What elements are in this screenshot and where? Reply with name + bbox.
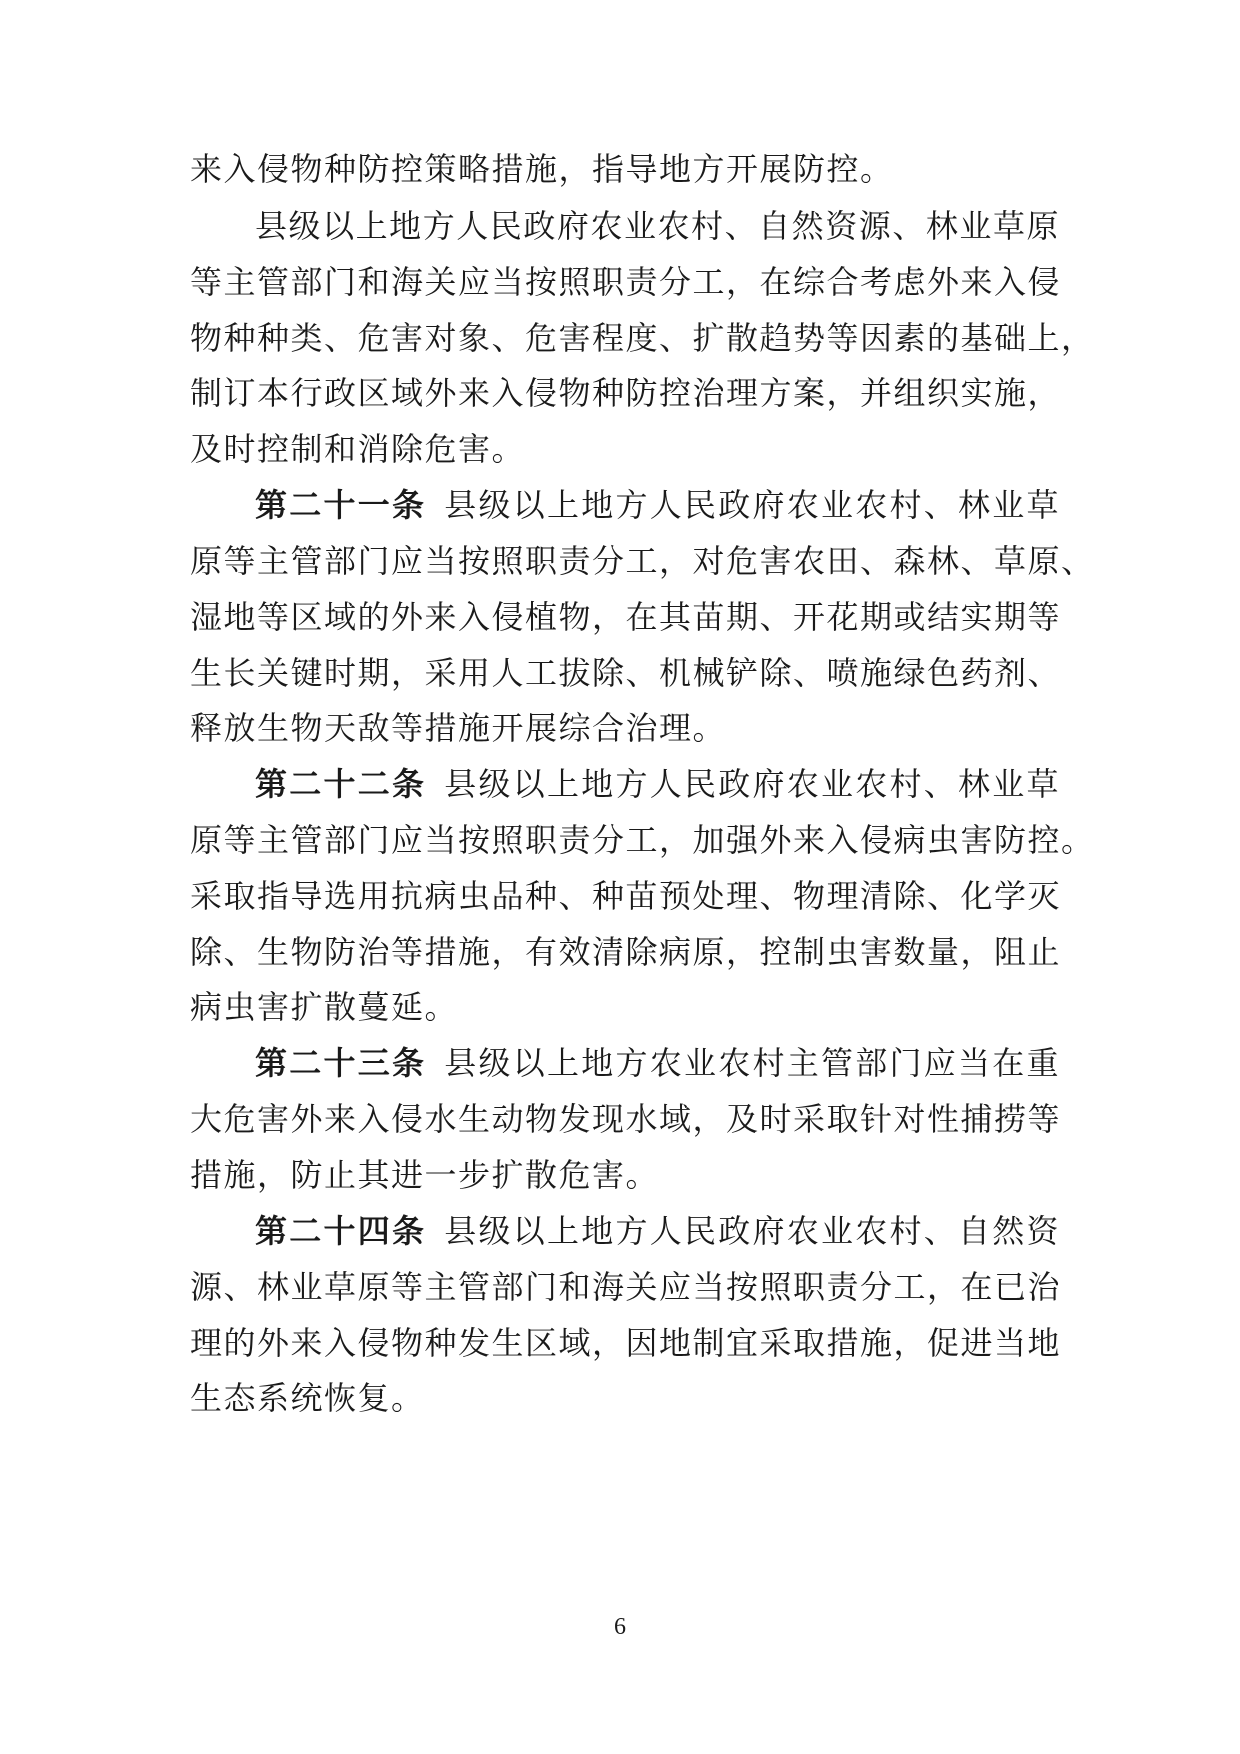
text-line: 县级以上地方人民政府农业农村、自然资源、林业草原 [255, 207, 1060, 245]
text-line: 采取指导选用抗病虫品种、种苗预处理、物理清除、化学灭 [190, 877, 1062, 915]
text-line: 释放生物天敌等措施开展综合治理。 [190, 709, 727, 747]
text-line: 原等主管部门应当按照职责分工，加强外来入侵病虫害防控。 [190, 821, 1095, 859]
text-line: 湿地等区域的外来入侵植物，在其苗期、开花期或结实期等 [190, 598, 1062, 636]
article-first-line [255, 1040, 1060, 1086]
article-number: 第二十一条 [255, 486, 427, 524]
text-line: 制订本行政区域外来入侵物种防控治理方案，并组织实施， [190, 374, 1062, 412]
article-text: 县级以上地方人民政府农业农村、林业草 [444, 486, 1060, 524]
article-first-line [255, 1208, 1060, 1254]
text-line: 源、林业草原等主管部门和海关应当按照职责分工，在已治 [190, 1268, 1062, 1306]
text-line: 原等主管部门应当按照职责分工，对危害农田、森林、草原、 [190, 542, 1095, 580]
text-line: 理的外来入侵物种发生区域，因地制宜采取措施，促进当地 [190, 1324, 1062, 1362]
text-line: 措施，防止其进一步扩散危害。 [190, 1156, 660, 1194]
text-line: 生长关键时期，采用人工拔除、机械铲除、喷施绿色药剂、 [190, 654, 1062, 692]
article-first-line [255, 482, 1060, 528]
text-line: 生态系统恢复。 [190, 1379, 425, 1417]
article-number: 第二十三条 [255, 1044, 427, 1082]
text-line: 大危害外来入侵水生动物发现水域，及时采取针对性捕捞等 [190, 1100, 1062, 1138]
article-number: 第二十二条 [255, 765, 427, 803]
text-line: 病虫害扩散蔓延。 [190, 988, 459, 1026]
page-number: 6 [614, 1614, 626, 1640]
article-number: 第二十四条 [255, 1212, 427, 1250]
article-first-line [255, 761, 1060, 807]
text-line: 及时控制和消除危害。 [190, 430, 526, 468]
article-text: 县级以上地方农业农村主管部门应当在重 [444, 1044, 1060, 1082]
text-line: 物种种类、危害对象、危害程度、扩散趋势等因素的基础上， [190, 319, 1095, 357]
article-text: 县级以上地方人民政府农业农村、自然资 [444, 1212, 1060, 1250]
text-line: 来入侵物种防控策略措施，指导地方开展防控。 [190, 150, 894, 188]
article-text: 县级以上地方人民政府农业农村、林业草 [444, 765, 1060, 803]
text-line: 除、生物防治等措施，有效清除病原，控制虫害数量，阻止 [190, 933, 1062, 971]
text-line: 等主管部门和海关应当按照职责分工，在综合考虑外来入侵 [190, 263, 1062, 301]
